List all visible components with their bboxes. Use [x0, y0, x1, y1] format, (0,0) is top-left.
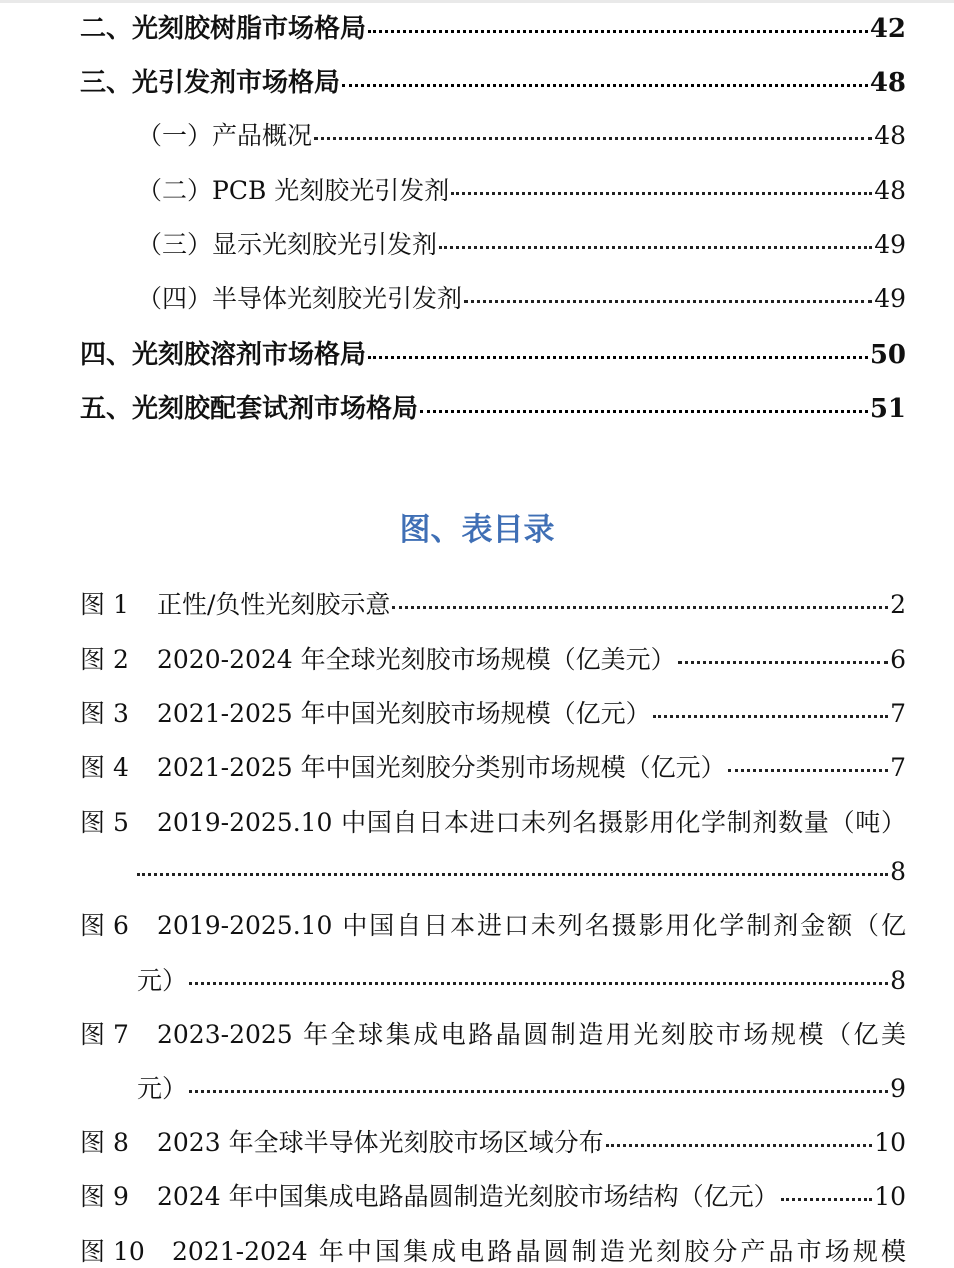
figure-page: 7 [890, 699, 906, 728]
figure-entry-continuation[interactable] [137, 1069, 906, 1105]
toc-entry-page: 51 [869, 394, 906, 424]
figure-title: 2019-2025.10 中国自日本进口未列名摄影用化学制剂数量（吨） [157, 808, 906, 837]
figure-page: 8 [890, 857, 906, 886]
figure-entry[interactable] [80, 585, 906, 621]
figure-title: 2021-2025 年中国光刻胶分类别市场规模（亿元） [157, 753, 726, 782]
dot-leader [653, 715, 888, 718]
toc-entry[interactable] [80, 388, 906, 425]
dot-leader [439, 246, 872, 249]
figure-page: 2 [890, 590, 906, 619]
figure-entry[interactable] [80, 1177, 906, 1213]
figure-page: 10 [874, 1182, 906, 1211]
figure-page: 6 [890, 645, 906, 674]
figure-page: 10 [874, 1128, 906, 1157]
toc-subentry[interactable] [137, 225, 906, 261]
dot-leader [451, 192, 872, 195]
toc-entry-label: 四、光刻胶溶剂市场格局 [80, 340, 367, 370]
figure-number: 图 6 [80, 911, 129, 940]
figure-number: 图 2 [80, 645, 129, 674]
figure-number: 图 8 [80, 1128, 129, 1157]
dot-leader [606, 1144, 873, 1147]
toc-entry-page: 48 [869, 68, 906, 98]
dot-leader [420, 410, 868, 413]
dot-leader [781, 1198, 873, 1201]
toc-subentry[interactable] [137, 116, 906, 152]
figure-title: 2023-2025 年全球集成电路晶圆制造用光刻胶市场规模（亿美 [157, 1020, 906, 1049]
toc-entry-page: 48 [874, 121, 906, 150]
toc-entry[interactable] [80, 62, 906, 99]
figure-number: 图 7 [80, 1020, 129, 1049]
dot-leader [368, 30, 868, 33]
dot-leader [342, 84, 868, 87]
figure-number: 图 9 [80, 1182, 129, 1211]
figure-entry[interactable] [80, 906, 906, 942]
figure-entry[interactable] [80, 1232, 906, 1268]
toc-entry-label: （一）产品概况 [137, 121, 313, 150]
figure-number: 图 3 [80, 699, 129, 728]
dot-leader [189, 1090, 888, 1093]
toc-entry-page: 50 [869, 340, 906, 370]
dot-leader [137, 873, 888, 876]
figure-entry[interactable] [80, 803, 906, 839]
toc-entry-label: （二）PCB 光刻胶光引发剂 [137, 176, 450, 205]
figure-page: 7 [890, 753, 906, 782]
figure-title: 2019-2025.10 中国自日本进口未列名摄影用化学制剂金额（亿 [157, 911, 906, 940]
toc-entry[interactable] [80, 334, 906, 371]
figure-number: 图 5 [80, 808, 129, 837]
figure-entry[interactable] [80, 1123, 906, 1159]
figures-heading: 图、表目录 [399, 512, 555, 548]
figure-entry[interactable] [80, 1015, 906, 1051]
toc-entry-page: 48 [874, 176, 906, 205]
dot-leader [368, 356, 868, 359]
dot-leader [189, 982, 888, 985]
toc-entry-page: 42 [869, 14, 906, 44]
figure-title: 2021-2024 年中国集成电路晶圆制造光刻胶分产品市场规模 [172, 1237, 906, 1266]
toc-entry[interactable] [80, 8, 906, 45]
page-top-edge [0, 0, 954, 3]
dot-leader [678, 661, 888, 664]
figure-number: 图 1 [80, 590, 129, 619]
toc-entry-label: （三）显示光刻胶光引发剂 [137, 230, 438, 259]
toc-subentry[interactable] [137, 171, 906, 207]
toc-entry-page: 49 [874, 230, 906, 259]
figure-entry[interactable] [80, 640, 906, 676]
dot-leader [464, 300, 872, 303]
dot-leader [728, 769, 888, 772]
figure-title: 正性/负性光刻胶示意 [157, 590, 391, 619]
toc-entry-label: 三、光引发剂市场格局 [80, 68, 341, 98]
figure-title: 2023 年全球半导体光刻胶市场区域分布 [157, 1128, 604, 1157]
figure-title-continuation: 元） [137, 1074, 188, 1103]
figure-title: 2024 年中国集成电路晶圆制造光刻胶市场结构（亿元） [157, 1182, 779, 1211]
figure-page: 9 [890, 1074, 906, 1103]
figure-entry-continuation[interactable] [137, 857, 906, 886]
toc-entry-label: （四）半导体光刻胶光引发剂 [137, 284, 463, 313]
figure-number: 图 4 [80, 753, 129, 782]
toc-entry-label: 五、光刻胶配套试剂市场格局 [80, 394, 419, 424]
figure-title: 2021-2025 年中国光刻胶市场规模（亿元） [157, 699, 651, 728]
dot-leader [314, 137, 872, 140]
figure-title: 2020-2024 年全球光刻胶市场规模（亿美元） [157, 645, 676, 674]
toc-entry-page: 49 [874, 284, 906, 313]
figure-title-continuation: 元） [137, 966, 188, 995]
dot-leader [392, 606, 888, 609]
figure-entry[interactable] [80, 694, 906, 730]
figure-entry-continuation[interactable] [137, 961, 906, 997]
figure-number: 图 10 [80, 1237, 145, 1266]
toc-entry-label: 二、光刻胶树脂市场格局 [80, 14, 367, 44]
figure-page: 8 [890, 966, 906, 995]
figure-entry[interactable] [80, 748, 906, 784]
toc-subentry[interactable] [137, 279, 906, 315]
